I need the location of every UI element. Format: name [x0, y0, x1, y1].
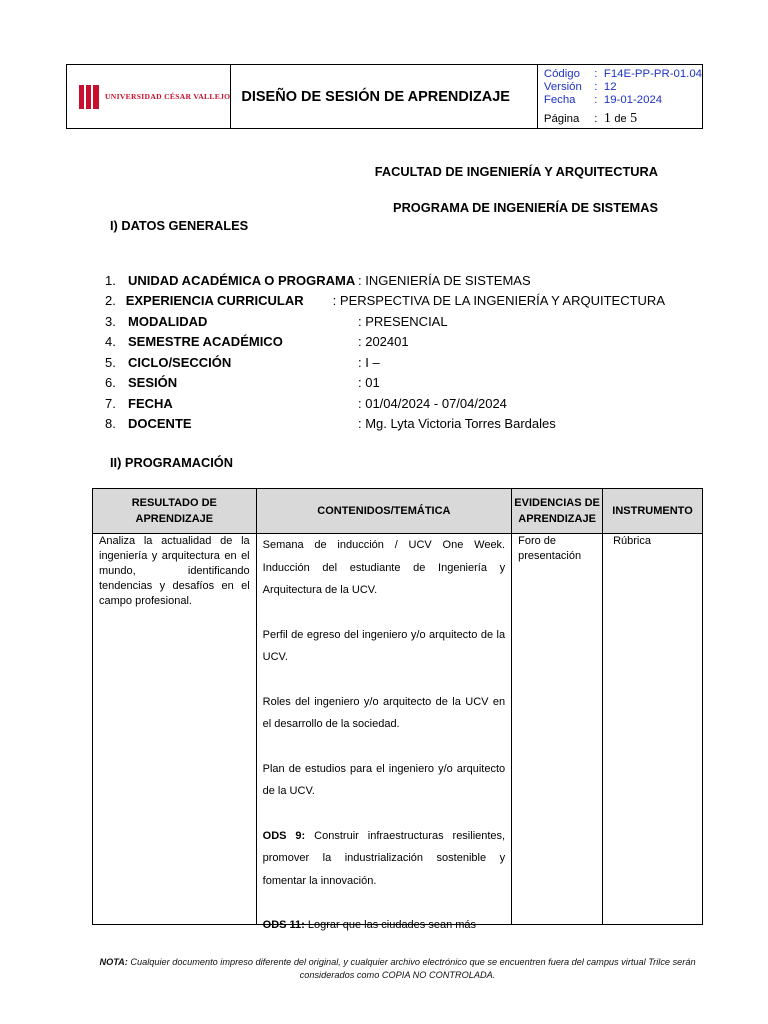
item-value: : 202401 [358, 334, 409, 350]
program-title: PROGRAMA DE INGENIERÍA DE SISTEMAS [393, 200, 658, 215]
column-header: CONTENIDOS/TEMÁTICA [256, 489, 511, 534]
content-paragraph: ODS 11: Lograr que las ciudades sean más [262, 919, 477, 931]
note-label: NOTA: [99, 957, 128, 967]
item-number: 3. [105, 313, 116, 329]
list-item [105, 291, 665, 312]
content-paragraph: Roles del ingeniero y/o arquitecto de la UCV en el desarrollo de la sociedad. [262, 695, 506, 730]
meta-row: Código : F14E-PP-PR-01.04 [543, 68, 702, 80]
item-number: 2. [105, 293, 116, 309]
logo-text: UNIVERSIDAD CÉSAR VALLEJO [105, 92, 231, 101]
item-value: : PERSPECTIVA DE LA INGENIERÍA Y ARQUITECTURA [332, 293, 665, 309]
list-item [105, 373, 665, 394]
general-data-list [105, 270, 665, 434]
meta-key: Versión [543, 81, 582, 93]
item-label: SESIÓN [128, 375, 178, 391]
document-meta [538, 65, 702, 128]
item-value: : 01/04/2024 - 07/04/2024 [358, 395, 507, 411]
column-header: RESULTADO DE APRENDIZAJE [93, 489, 257, 534]
logo [67, 65, 231, 128]
page-number: Página : 1 de 5 [543, 111, 638, 126]
item-number: 7. [105, 395, 116, 411]
content-paragraph: Perfil de egreso del ingeniero y/o arquitecto de la UCV. [262, 628, 506, 663]
instrument-cell: Rúbrica [603, 534, 703, 925]
item-label: MODALIDAD [128, 313, 208, 329]
programming-table [92, 488, 703, 931]
item-label: EXPERIENCIA CURRICULAR [125, 293, 304, 309]
meta-row: Fecha : 19-01-2024 [543, 94, 663, 106]
meta-value: 19-01-2024 [603, 94, 663, 106]
contents-cell [256, 534, 511, 931]
ucv-logo-icon [79, 85, 99, 109]
evidence-cell: Foro de presentación [512, 534, 603, 925]
meta-value: F14E-PP-PR-01.04 [603, 68, 702, 80]
section-general-title: I) DATOS GENERALES [110, 218, 249, 233]
item-label: SEMESTRE ACADÉMICO [128, 334, 283, 350]
faculty-title: FACULTAD DE INGENIERÍA Y ARQUITECTURA [374, 164, 658, 179]
item-number: 4. [105, 334, 116, 350]
meta-row: Versión : 12 [543, 81, 617, 93]
item-number: 1. [105, 272, 116, 288]
column-header: INSTRUMENTO [603, 489, 703, 534]
item-number: 5. [105, 354, 116, 370]
content-paragraph: ODS 9: Construir infraestructuras resilientes, promover la industrialización sostenible y fomentar la innovación. [262, 829, 506, 887]
item-value: : Mg. Lyta Victoria Torres Bardales [358, 416, 556, 432]
table-header-row [93, 489, 703, 534]
list-item [105, 393, 665, 414]
item-number: 8. [105, 416, 116, 432]
meta-value: 12 [603, 81, 617, 93]
document-header [66, 64, 703, 129]
document-title: DISEÑO DE SESIÓN DE APRENDIZAJE [231, 65, 537, 128]
learning-result-cell: Analiza la actualidad de la ingeniería y arquitectura en el mundo, identificando tendencias y desafíos en el campo profesional. [93, 534, 257, 925]
list-item [105, 332, 665, 353]
item-label: FECHA [128, 395, 173, 411]
content-paragraph: Plan de estudios para el ingeniero y/o arquitecto de la UCV. [262, 762, 506, 797]
meta-key: Código [543, 68, 580, 80]
column-header: EVIDENCIAS DE APRENDIZAJE [512, 489, 603, 534]
item-value: : INGENIERÍA DE SISTEMAS [358, 272, 531, 288]
content-paragraph: Semana de inducción / UCV One Week. Inducción del estudiante de Ingeniería y Arquitectura de la UCV. [262, 539, 506, 596]
list-item [105, 414, 665, 435]
meta-key: Fecha [543, 94, 576, 106]
item-number: 6. [105, 375, 116, 391]
item-label: UNIDAD ACADÉMICA O PROGRAMA [128, 272, 356, 288]
list-item [105, 311, 665, 332]
item-value: : 01 [358, 375, 380, 391]
list-item [105, 270, 665, 291]
item-value: : PRESENCIAL [358, 313, 448, 329]
list-item [105, 352, 665, 373]
item-label: CICLO/SECCIÓN [128, 354, 232, 370]
note-text: Cualquier documento impreso diferente del original, y cualquier archivo electrónico que se encuentren fuera del campus virtual Trilce serán considerados como COPIA NO CONTROLADA. [127, 957, 696, 980]
page-label: Página [543, 113, 580, 125]
table-row [93, 534, 703, 925]
footer-note [92, 956, 703, 982]
item-value: : I – [358, 354, 380, 370]
page-value: 1 de 5 [603, 111, 638, 126]
section-programming-title: II) PROGRAMACIÓN [110, 455, 233, 470]
item-label: DOCENTE [128, 416, 192, 432]
